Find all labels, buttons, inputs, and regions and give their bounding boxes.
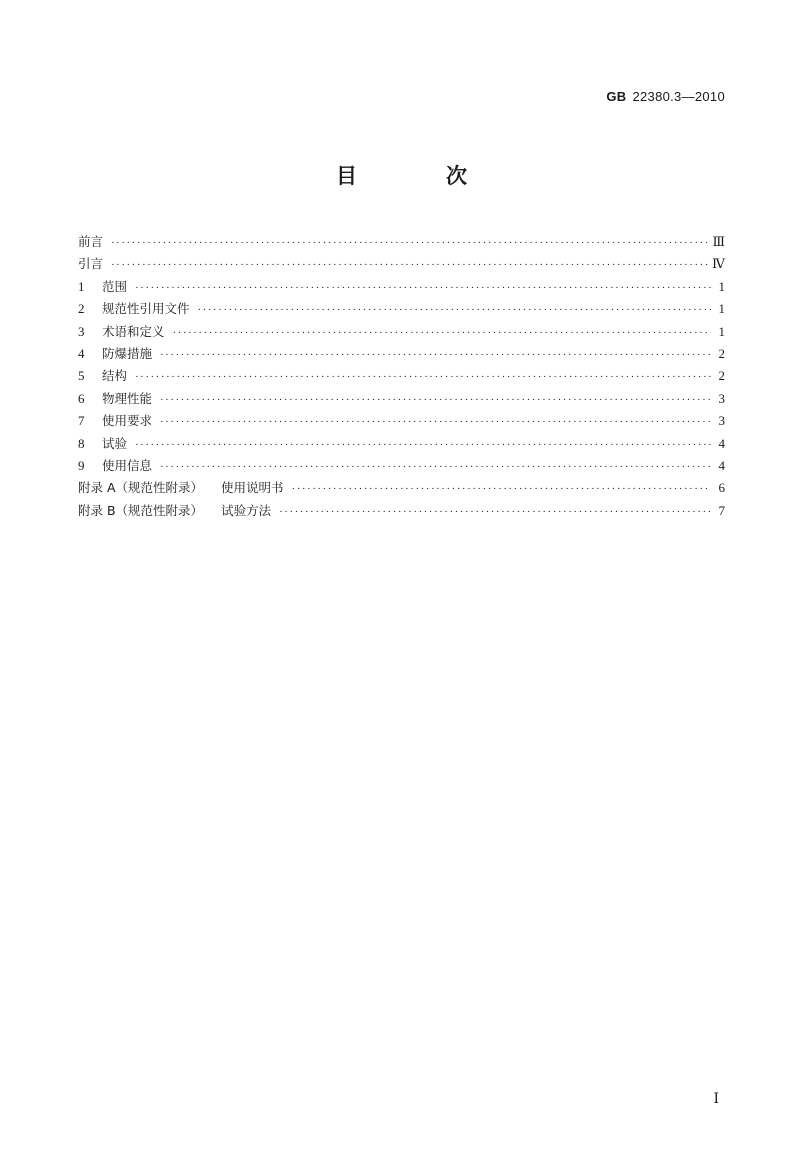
toc-entry-label: 使用信息 bbox=[102, 457, 153, 473]
toc-entry-appendix-a[interactable] bbox=[78, 477, 725, 499]
toc-page-number: Ⅲ bbox=[712, 234, 725, 249]
toc-page-number: 2 bbox=[718, 368, 725, 384]
toc-entry-label: 术语和定义 bbox=[102, 323, 165, 339]
table-of-contents bbox=[78, 231, 725, 522]
toc-leader-dots bbox=[173, 322, 711, 344]
toc-page-number: 4 bbox=[718, 435, 725, 451]
toc-entry-physical-properties[interactable] bbox=[78, 388, 725, 410]
toc-entry-introduction[interactable] bbox=[78, 253, 725, 275]
toc-page-number: 3 bbox=[718, 413, 725, 429]
toc-leader-dots bbox=[135, 277, 711, 299]
toc-section-number: 5 bbox=[78, 368, 85, 384]
standard-code-prefix: GB bbox=[606, 89, 627, 104]
appendix-designation: 附录 B（规范性附录） bbox=[78, 502, 204, 518]
toc-leader-dots bbox=[160, 344, 711, 366]
toc-page-number: 2 bbox=[718, 345, 725, 361]
toc-entry-label: 规范性引用文件 bbox=[102, 301, 190, 317]
toc-page-number: 6 bbox=[718, 480, 725, 496]
toc-entry-label: 前言 bbox=[78, 234, 104, 249]
appendix-designation: 附录 A（规范性附录） bbox=[78, 480, 204, 496]
toc-page-number: Ⅳ bbox=[712, 256, 725, 272]
toc-entry-scope[interactable] bbox=[78, 276, 725, 298]
toc-entry-structure[interactable] bbox=[78, 365, 725, 387]
toc-leader-dots bbox=[111, 232, 708, 254]
standard-code bbox=[606, 89, 725, 104]
toc-leader-dots bbox=[135, 434, 711, 456]
toc-section-number: 7 bbox=[78, 413, 85, 429]
toc-entry-label: 物理性能 bbox=[102, 390, 153, 406]
toc-entry-label bbox=[78, 477, 284, 499]
toc-entry-normative-references[interactable] bbox=[78, 298, 725, 320]
toc-section-number: 1 bbox=[78, 278, 85, 294]
toc-entry-tests[interactable] bbox=[78, 433, 725, 455]
toc-leader-dots bbox=[292, 478, 711, 500]
toc-leader-dots bbox=[198, 299, 711, 321]
toc-page-number: 1 bbox=[718, 278, 725, 294]
toc-page-number: 1 bbox=[718, 323, 725, 339]
toc-entry-usage-information[interactable] bbox=[78, 455, 725, 477]
toc-section-number: 2 bbox=[78, 301, 85, 317]
toc-leader-dots bbox=[160, 389, 711, 411]
toc-entry-appendix-b[interactable] bbox=[78, 500, 725, 522]
toc-entry-label: 引言 bbox=[78, 256, 104, 272]
appendix-title: 使用说明书 bbox=[221, 480, 284, 496]
toc-leader-dots bbox=[279, 501, 711, 523]
toc-leader-dots bbox=[160, 456, 711, 478]
toc-page-number: 1 bbox=[718, 301, 725, 317]
page-title: 目 次 bbox=[336, 164, 501, 188]
toc-entry-label: 结构 bbox=[102, 368, 128, 384]
toc-section-number: 8 bbox=[78, 435, 85, 451]
toc-section-number: 9 bbox=[78, 457, 85, 473]
standard-code-number: 22380.3—2010 bbox=[632, 89, 725, 104]
toc-leader-dots bbox=[111, 254, 708, 276]
toc-entry-explosion-protection[interactable] bbox=[78, 343, 725, 365]
toc-entry-label: 试验 bbox=[102, 435, 128, 451]
appendix-title: 试验方法 bbox=[221, 502, 272, 518]
toc-page-number: 7 bbox=[718, 502, 725, 518]
toc-page-number: 4 bbox=[718, 457, 725, 473]
toc-leader-dots bbox=[135, 366, 711, 388]
toc-entry-label: 防爆措施 bbox=[102, 345, 153, 361]
toc-entry-label: 范围 bbox=[102, 278, 128, 294]
toc-entry-label: 使用要求 bbox=[102, 413, 153, 429]
toc-entry-terms-definitions[interactable] bbox=[78, 321, 725, 343]
footer-page-number: Ⅰ bbox=[713, 1092, 719, 1107]
toc-entry-usage-requirements[interactable] bbox=[78, 410, 725, 432]
toc-section-number: 3 bbox=[78, 323, 85, 339]
toc-leader-dots bbox=[160, 411, 711, 433]
toc-entry-label bbox=[78, 500, 271, 522]
toc-section-number: 6 bbox=[78, 390, 85, 406]
toc-page-number: 3 bbox=[718, 390, 725, 406]
toc-entry-foreword[interactable] bbox=[78, 231, 725, 253]
toc-section-number: 4 bbox=[78, 345, 85, 361]
